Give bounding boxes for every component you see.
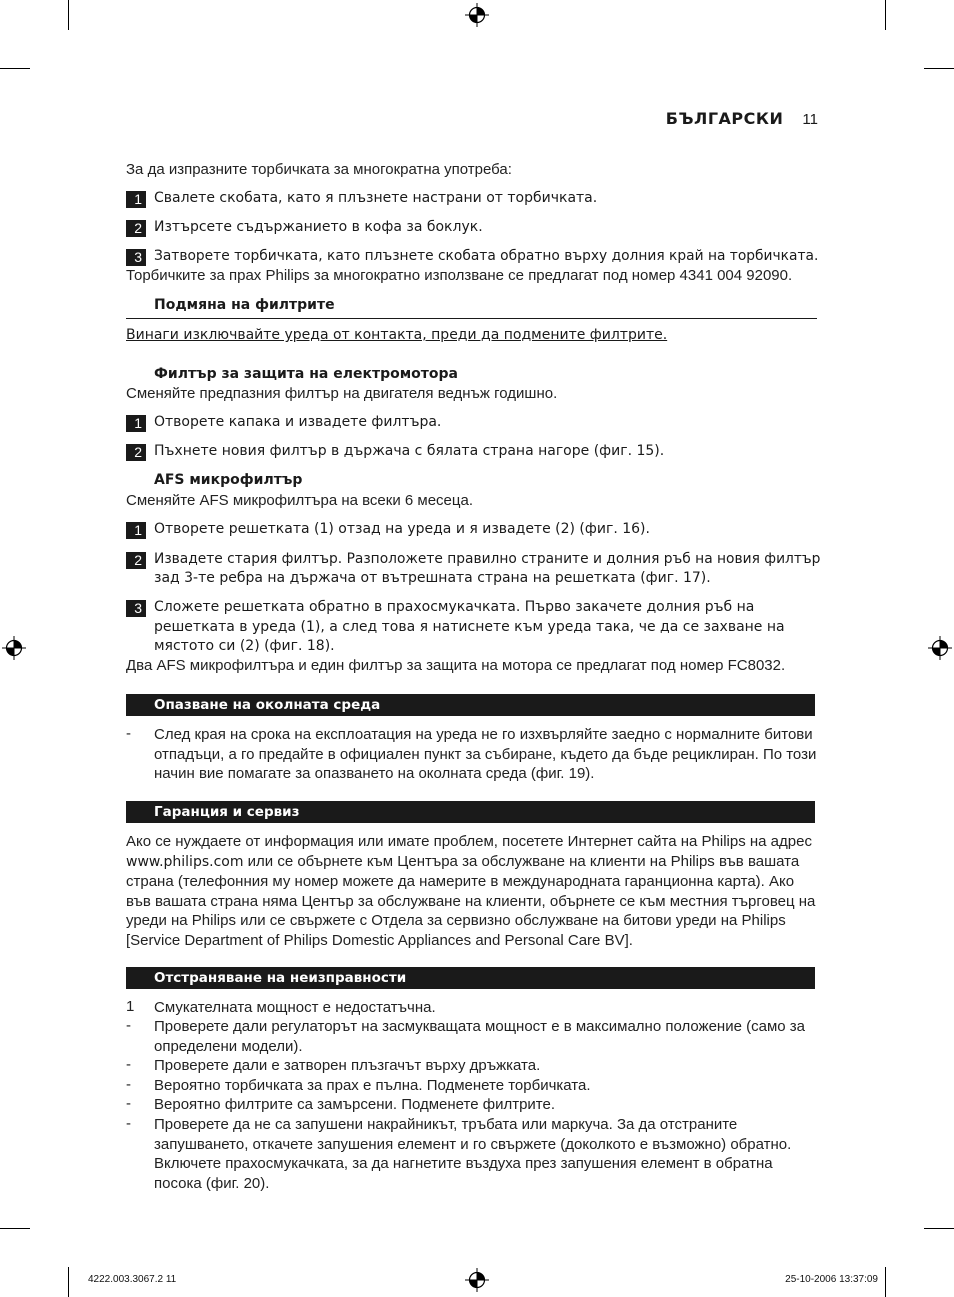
- registration-mark-icon: [465, 3, 489, 27]
- troubleshooting-tip: Вероятно филтрите са замърсени. Подменете филтрите.: [154, 1096, 556, 1113]
- step-text: Извадете стария филтър. Разположете правилно страните и долния ръб на новия филтър: [154, 551, 821, 567]
- footer-timestamp: 25-10-2006 13:37:09: [785, 1274, 878, 1285]
- step-number: 3: [126, 249, 146, 266]
- intro-text: За да изпразните торбичката за многократна употреба:: [126, 161, 512, 178]
- crop-mark: [68, 1267, 69, 1297]
- bullet-dash: -: [126, 1076, 131, 1093]
- footer-doc-code: 4222.003.3067.2 11: [88, 1274, 177, 1285]
- section-heading-troubleshooting: Отстраняване на неизправности: [126, 967, 815, 989]
- divider: [126, 318, 817, 319]
- bullet-dash: -: [126, 725, 131, 742]
- step-number: 3: [126, 600, 146, 617]
- crop-mark: [0, 68, 30, 69]
- section-heading-guarantee: Гаранция и сервиз: [126, 801, 815, 823]
- page-number: 11: [802, 111, 818, 128]
- crop-mark: [68, 0, 69, 30]
- guarantee-text-part: или се обърнете към Центъра за обслужване на клиенти на Philips във вашата страна (телефонния му номер можете да намерите в международната гаранционна карта). Ако във вашата страна няма Център за обслужване на клиенти, обърнете се към местния търговец на уреди на Philips или се свържете с Отдела за сервизно обслужване на битови уреди на Philips [Service Department of Philips Domestic Appliances and Personal Care BV].: [126, 852, 816, 949]
- language-title: БЪЛГАРСКИ: [665, 109, 784, 128]
- step-number: 1: [126, 522, 146, 539]
- afs-filter-note: Сменяйте AFS микрофилтъра на всеки 6 месеца.: [126, 492, 473, 509]
- step-text: Пъхнете новия филтър в държача с бялата страна нагоре (фиг. 15).: [154, 443, 665, 459]
- step-text-continued: зад 3-те ребра на държача от вътрешната страна на решетката (фиг. 17).: [154, 570, 711, 586]
- step-text: Свалете скобата, като я плъзнете настрани от торбичката.: [154, 190, 598, 206]
- step-number: 2: [126, 220, 146, 237]
- step-text: Отворете капака и извадете филтъра.: [154, 414, 442, 430]
- step-number: 1: [126, 191, 146, 208]
- page-header: [666, 109, 818, 128]
- bullet-dash: -: [126, 1095, 131, 1112]
- step-number: 1: [126, 415, 146, 432]
- registration-mark-icon: [2, 636, 26, 660]
- crop-mark: [885, 0, 886, 30]
- motor-filter-note: Сменяйте предпазния филтър на двигателя веднъж годишно.: [126, 385, 558, 402]
- bullet-dash: -: [126, 1017, 131, 1034]
- environment-text: След края на срока на експлоатация на уреда не го изхвърляйте заедно с нормалните битови отпадъци, а го предайте в официален пункт за събиране, където да бъде рециклиран. По този начин вие помагате за опазването на околната среда (фиг. 19).: [154, 726, 817, 782]
- afs-order-note: Два AFS микрофилтъра и един филтър за защита на мотора се предлагат под номер FC8032.: [126, 657, 786, 674]
- troubleshooting-tip: Проверете да не са запушени накрайникът, тръбата или маркуча. За да отстраните запушването, откачете запушения елемент и го свържете (доколкото е възможно) обратно. Включете прахосмукачката, за да нагнетите въздуха през запушения елемент в обратна посока (фиг. 20).: [154, 1116, 792, 1192]
- philips-website-link[interactable]: www.philips.com: [126, 853, 244, 870]
- warning-text: Винаги изключвайте уреда от контакта, преди да подмените филтрите.: [126, 327, 668, 343]
- crop-mark: [885, 1267, 886, 1297]
- problem-number: 1: [126, 998, 135, 1015]
- step-text: Сложете решетката обратно в прахосмукачката. Първо закачете долния ръб на: [154, 599, 755, 615]
- step-text: Изтърсете съдържанието в кофа за боклук.: [154, 219, 483, 235]
- subheading-afs-filter: AFS микрофилтър: [154, 472, 303, 488]
- crop-mark: [924, 68, 954, 69]
- step-text-continued: решетката в уреда (1), а след това я натиснете към уреда така, че да се захване на: [154, 619, 785, 635]
- guarantee-text-part: Ако се нуждаете от информация или имате проблем, посетете Интернет сайта на Philips на адрес: [126, 833, 812, 850]
- section-heading-filters: Подмяна на филтрите: [154, 297, 335, 313]
- section-heading-environment: Опазване на околната среда: [126, 694, 815, 716]
- registration-mark-icon: [465, 1268, 489, 1292]
- step-text-continued: мястото си (2) (фиг. 18).: [154, 638, 335, 654]
- crop-mark: [924, 1228, 954, 1229]
- troubleshooting-tip: Вероятно торбичката за прах е пълна. Подменете торбичката.: [154, 1077, 591, 1094]
- subheading-motor-filter: Филтър за защита на електромотора: [154, 366, 458, 382]
- step-number: 2: [126, 552, 146, 569]
- crop-mark: [0, 1228, 30, 1229]
- troubleshooting-tip: Проверете дали е затворен плъзгачът върху дръжката.: [154, 1057, 541, 1074]
- bags-note: Торбичките за прах Philips за многократно използване се предлагат под номер 4341 004 92090.: [126, 267, 793, 284]
- registration-mark-icon: [928, 636, 952, 660]
- step-text: Отворете решетката (1) отзад на уреда и я извадете (2) (фиг. 16).: [154, 521, 650, 537]
- step-number: 2: [126, 444, 146, 461]
- troubleshooting-tip: Проверете дали регулаторът на засмукващата мощност е в максимално положение (само за определени модели).: [154, 1018, 805, 1055]
- step-text: Затворете торбичката, като плъзнете скобата обратно върху долния край на торбичката.: [154, 248, 819, 264]
- problem-text: Смукателната мощност е недостатъчна.: [154, 999, 436, 1016]
- guarantee-text: [126, 832, 818, 950]
- bullet-dash: -: [126, 1056, 131, 1073]
- bullet-dash: -: [126, 1115, 131, 1132]
